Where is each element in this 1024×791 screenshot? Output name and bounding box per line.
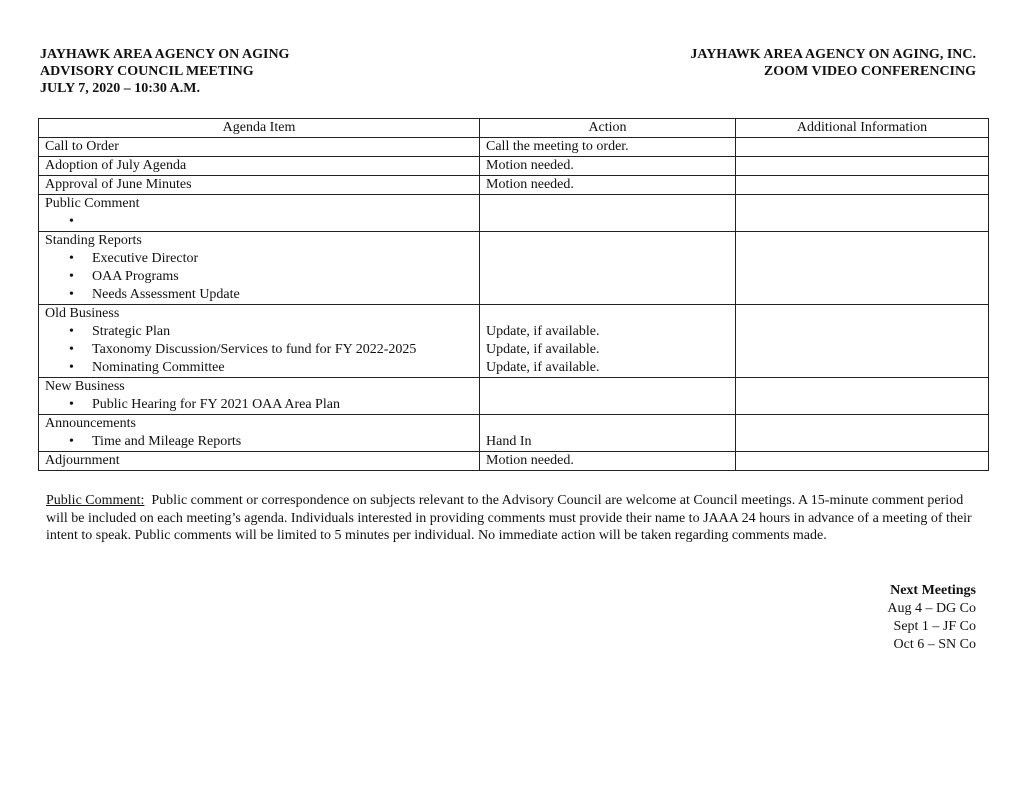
agenda-item-cell [39,195,480,232]
sub-item-label: Strategic Plan [92,324,171,339]
agenda-item-cell: Call to Order [39,138,480,157]
header-right [690,46,976,97]
sub-action: Update, if available. [486,324,600,339]
agenda-item-cell: Approval of June Minutes [39,176,480,195]
bullet-icon: • [69,287,74,302]
table-row [39,157,989,176]
next-meeting-item: Aug 4 – DG Co [887,601,976,616]
sub-item-list [45,396,473,414]
agenda-item-title: Public Comment [45,196,140,211]
action-cell: Motion needed. [480,157,736,176]
bullet-icon: • [69,360,74,375]
action-spacer [486,415,729,433]
agenda-item-cell [39,415,480,452]
info-cell [736,452,989,471]
action-cell: Motion needed. [480,452,736,471]
next-meetings-title: Next Meetings [890,583,976,598]
sub-action: Update, if available. [486,342,600,357]
public-comment-label: Public Comment: [46,493,145,508]
sub-item-label: Executive Director [92,251,199,266]
sub-item-label: Public Hearing for FY 2021 OAA Area Plan [92,397,340,412]
table-row [39,176,989,195]
bullet-icon: • [69,324,74,339]
next-meetings [887,582,976,654]
sub-item-list [45,323,473,377]
sub-item-list [45,250,473,304]
table-row [39,378,989,415]
action-cell [480,305,736,378]
action-cell [480,195,736,232]
info-cell [736,138,989,157]
public-comment-text: Public comment or correspondence on subjects relevant to the Advisory Council are welcome at Council meetings. A 15-minute comment period will be included on each meeting’s agenda. Individuals interested in providing comments must provide their name to JAAA 24 hours in advance of a meeting of their intent to speak. Public comments will be limited to 5 minutes per individual. No immediate action will be taken regarding comments made. [46,493,972,543]
agenda-item-cell: Adoption of July Agenda [39,157,480,176]
sub-item [45,250,473,268]
sub-item-label: Taxonomy Discussion/Services to fund for FY 2022-2025 [92,342,417,357]
header-left [40,46,289,97]
action-cell [480,415,736,452]
info-cell [736,157,989,176]
agenda-item-cell [39,305,480,378]
sub-item-label: Nominating Committee [92,360,225,375]
table-row [39,452,989,471]
sub-action: Hand In [486,434,532,449]
sub-item [45,396,473,414]
agenda-item-cell [39,378,480,415]
meeting-date: JULY 7, 2020 – 10:30 A.M. [40,81,200,96]
action-cell [480,378,736,415]
agenda-table [38,118,989,471]
action-cell [480,232,736,305]
table-row [39,232,989,305]
next-meeting-item: Sept 1 – JF Co [893,619,976,634]
column-header-action: Action [480,119,736,138]
bullet-icon: • [69,342,74,357]
bullet-icon: • [69,269,74,284]
sub-item-list [45,213,473,231]
agenda-item-title: Announcements [45,416,136,431]
agenda-item-title: Old Business [45,306,120,321]
info-cell [736,378,989,415]
sub-item [45,359,473,377]
meeting-venue: ZOOM VIDEO CONFERENCING [763,64,976,79]
action-cell: Motion needed. [480,176,736,195]
column-header-agenda-item: Agenda Item [39,119,480,138]
table-header-row [39,119,989,138]
sub-item [45,341,473,359]
agency-name-inc: JAYHAWK AREA AGENCY ON AGING, INC. [690,47,976,62]
bullet-icon: • [69,434,74,449]
sub-item [45,268,473,286]
agency-name: JAYHAWK AREA AGENCY ON AGING [40,47,290,62]
info-cell [736,305,989,378]
sub-item [45,433,473,451]
agenda-item-cell: Adjournment [39,452,480,471]
info-cell [736,415,989,452]
action-spacer [486,305,729,323]
sub-item-label: OAA Programs [92,269,179,284]
bullet-icon: • [69,251,74,266]
info-cell [736,232,989,305]
public-comment-paragraph [46,492,976,545]
info-cell [736,195,989,232]
sub-item [45,323,473,341]
table-row [39,305,989,378]
sub-item [45,286,473,304]
sub-item-label: Needs Assessment Update [92,287,240,302]
sub-item-label: Time and Mileage Reports [92,434,242,449]
agenda-item-title: New Business [45,379,125,394]
action-cell: Call the meeting to order. [480,138,736,157]
bullet-icon: • [69,397,74,412]
agenda-item-cell [39,232,480,305]
sub-item-list [45,433,473,451]
bullet-icon: • [69,214,74,229]
document-header [40,46,976,97]
table-row [39,195,989,232]
table-row [39,415,989,452]
column-header-additional-info: Additional Information [736,119,989,138]
table-row [39,138,989,157]
info-cell [736,176,989,195]
sub-action: Update, if available. [486,360,600,375]
agenda-item-title: Standing Reports [45,233,142,248]
meeting-name: ADVISORY COUNCIL MEETING [40,64,254,79]
sub-item [45,213,473,231]
next-meeting-item: Oct 6 – SN Co [893,637,976,652]
